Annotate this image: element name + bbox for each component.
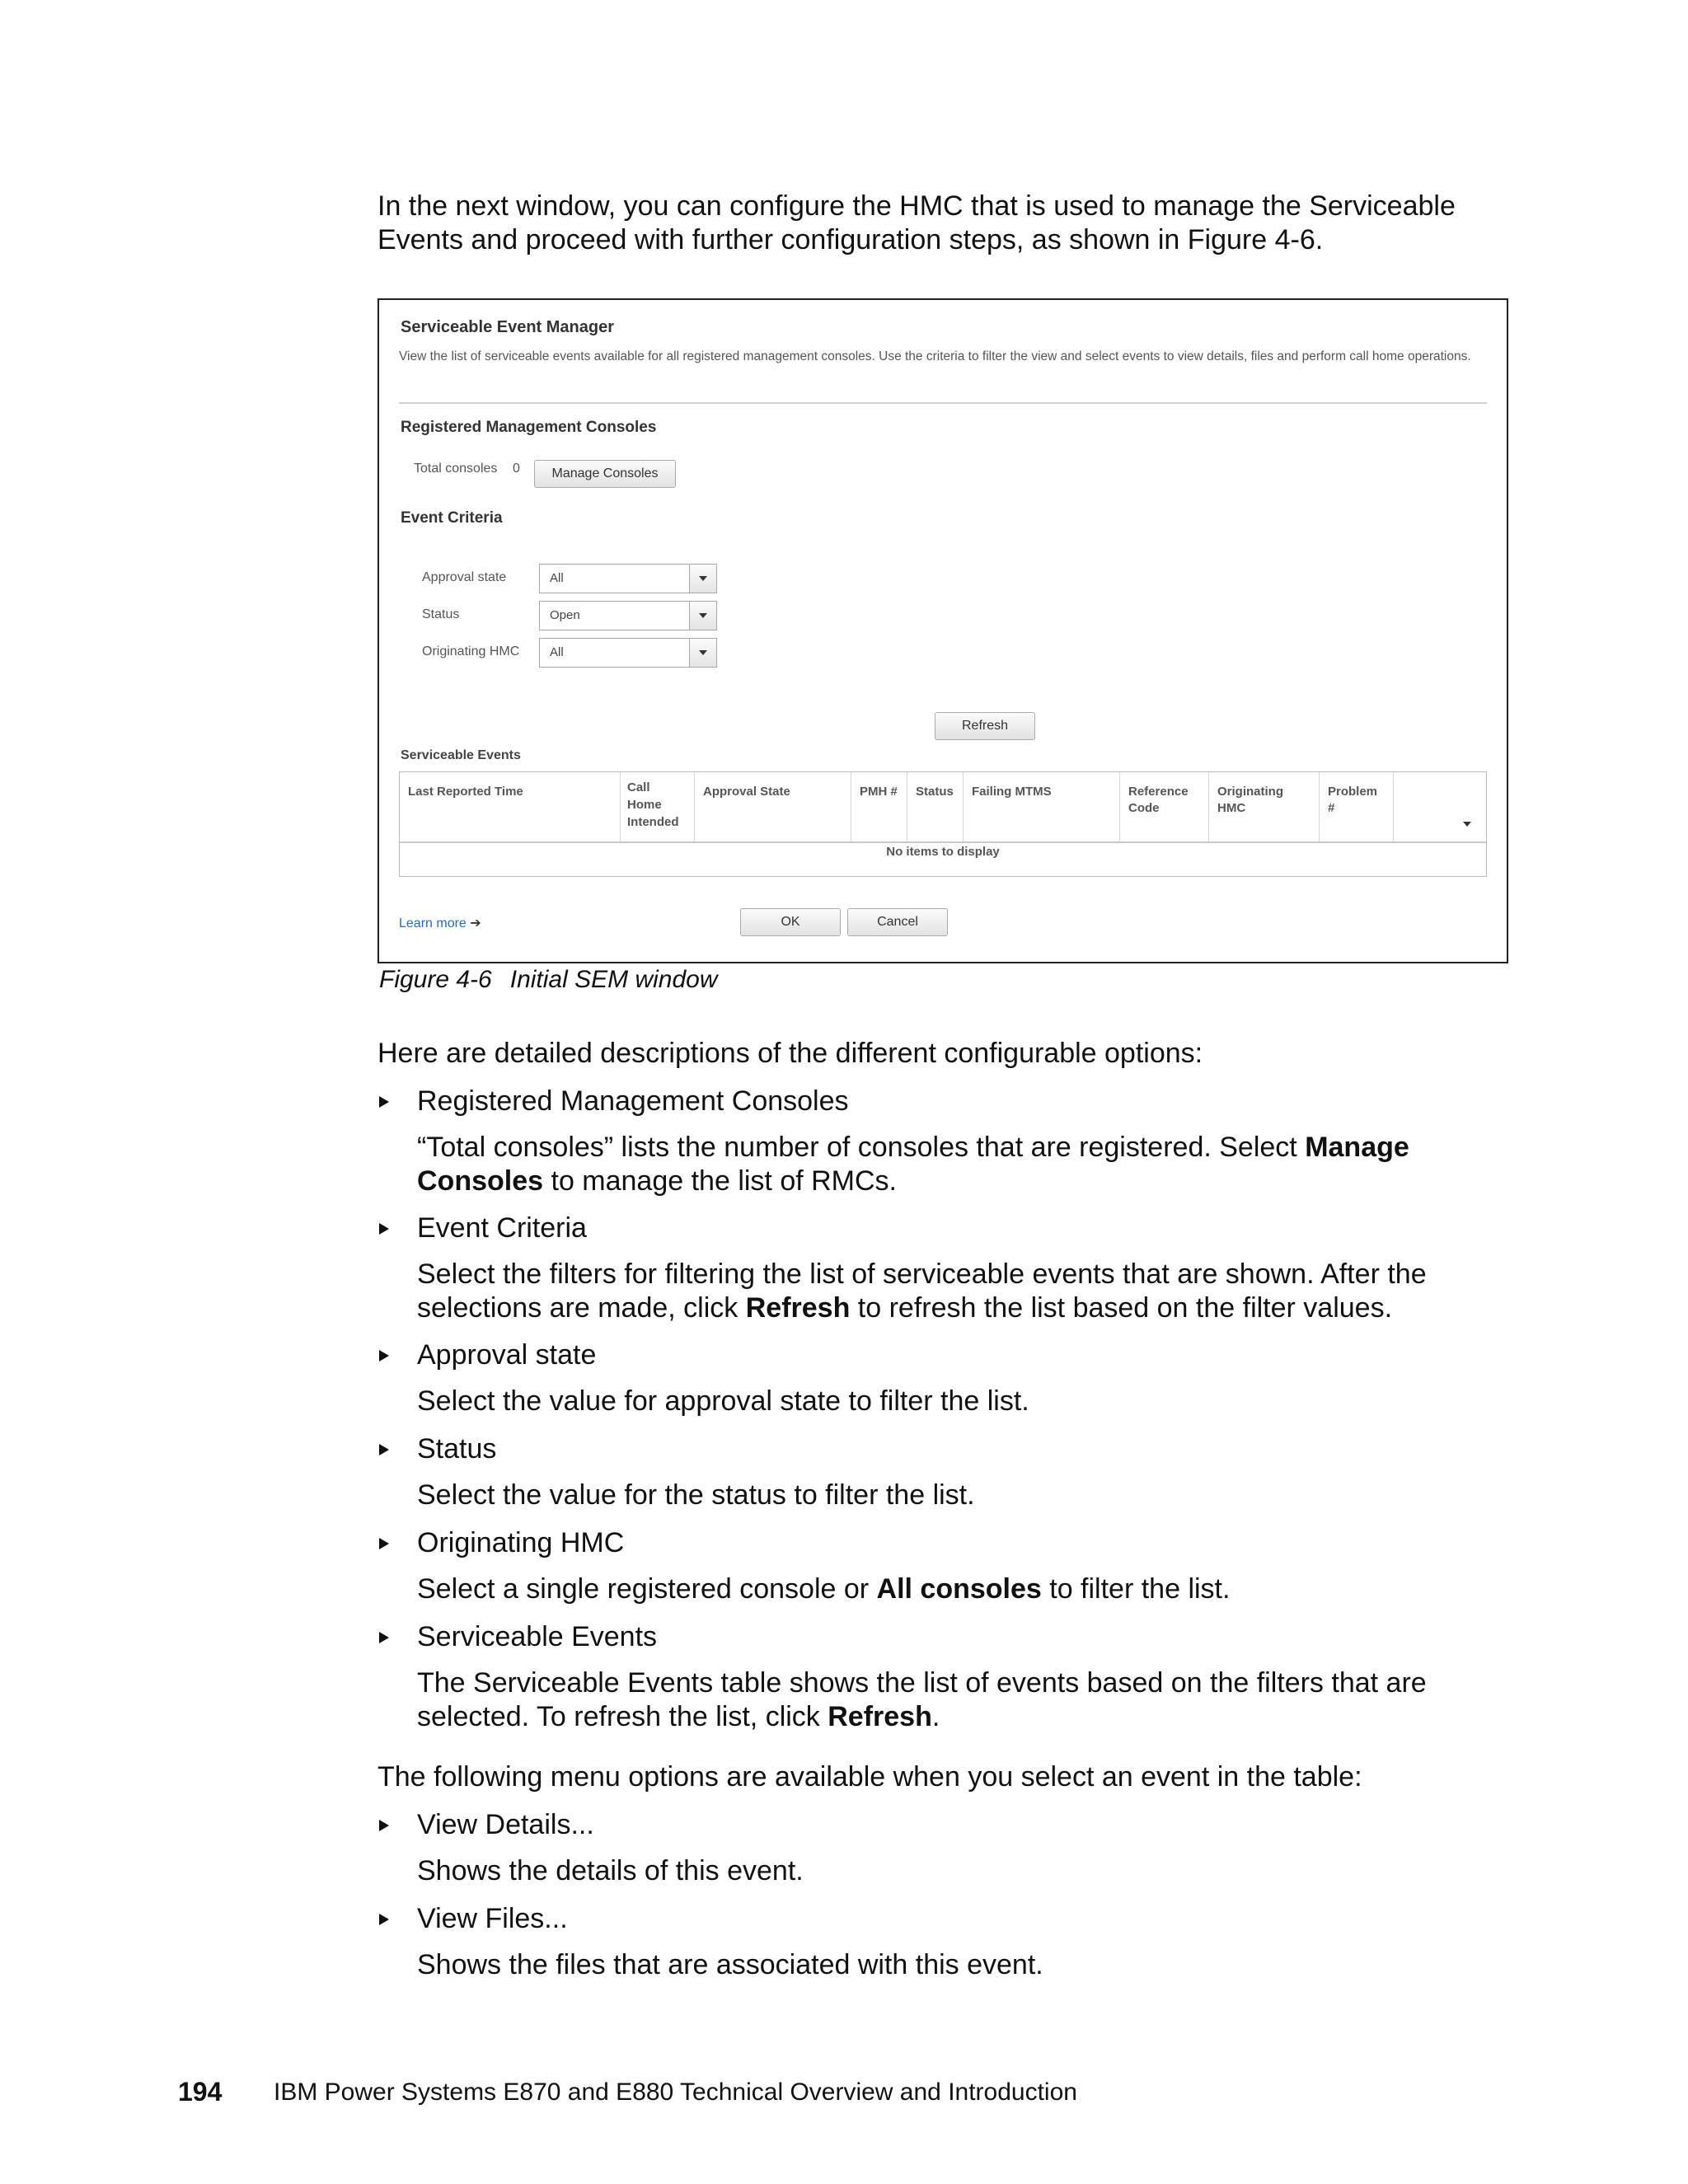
bullet-serviceable-events: Serviceable Events	[417, 1621, 658, 1652]
chevron-down-icon[interactable]	[689, 602, 716, 630]
bullet-approval-state-desc: Select the value for approval state to filter the list.	[417, 1385, 1029, 1417]
chevron-down-icon[interactable]	[689, 639, 716, 667]
bullet-status: Status	[417, 1433, 497, 1465]
table-header	[400, 772, 1486, 843]
bullet-registered-consoles: Registered Management Consoles	[417, 1085, 849, 1117]
event-criteria-heading: Event Criteria	[401, 509, 503, 527]
bullet-approval-state: Approval state	[417, 1339, 597, 1371]
menu-view-details: View Details...	[417, 1809, 594, 1840]
bullet-originating-hmc-desc: Select a single registered console or All consoles to filter the list.	[417, 1573, 1231, 1605]
bullet-icon	[379, 1914, 389, 1925]
divider	[399, 402, 1487, 404]
book-title: IBM Power Systems E870 and E880 Technical Overview and Introduction	[274, 2079, 1077, 2106]
options-intro: Here are detailed descriptions of the different configurable options:	[377, 1038, 1203, 1069]
bullet-status-desc: Select the value for the status to filter the list.	[417, 1479, 975, 1511]
manage-consoles-button[interactable]: Manage Consoles	[534, 460, 676, 488]
bullet-event-criteria-desc: Select the filters for filtering the list of serviceable events that are shown. After the selections are made, click Refresh to refresh the list based on the filter values.	[417, 1258, 1427, 1324]
status-value: Open	[550, 608, 580, 622]
menu-view-files: View Files...	[417, 1903, 568, 1934]
empty-table-message: No items to display	[886, 845, 1000, 859]
col-last-reported-time[interactable]: Last Reported Time	[400, 772, 621, 841]
status-select[interactable]	[539, 601, 717, 630]
col-reference-code[interactable]: Reference Code	[1120, 772, 1209, 841]
bullet-icon	[379, 1632, 389, 1643]
col-problem[interactable]: Problem #	[1320, 772, 1394, 841]
bullet-registered-consoles-desc: “Total consoles” lists the number of consoles that are registered. Select Manage Consoles to manage the list of RMCs.	[417, 1132, 1409, 1197]
approval-state-value: All	[550, 571, 564, 585]
serviceable-events-heading: Serviceable Events	[401, 748, 521, 762]
sem-window-figure	[377, 298, 1508, 963]
bullet-originating-hmc: Originating HMC	[417, 1527, 625, 1558]
arrow-right-icon: ➔	[470, 916, 481, 930]
col-failing-mtms[interactable]: Failing MTMS	[964, 772, 1120, 841]
bullet-icon	[379, 1223, 389, 1235]
refresh-button[interactable]: Refresh	[935, 712, 1035, 740]
col-call-home-intended[interactable]: Call Home Intended	[621, 772, 695, 841]
menu-view-files-desc: Shows the files that are associated with this event.	[417, 1949, 1043, 1980]
bullet-icon	[379, 1444, 389, 1455]
learn-more-link[interactable]: Learn more ➔	[399, 916, 481, 930]
sem-title: Serviceable Event Manager	[401, 318, 615, 336]
total-consoles-value: 0	[513, 462, 520, 476]
chevron-down-icon[interactable]	[689, 565, 716, 593]
bullet-icon	[379, 1538, 389, 1549]
menu-view-details-desc: Shows the details of this event.	[417, 1855, 804, 1886]
bullet-event-criteria: Event Criteria	[417, 1212, 587, 1244]
column-menu-icon[interactable]	[1463, 822, 1471, 827]
col-status[interactable]: Status	[907, 772, 964, 841]
originating-hmc-select[interactable]	[539, 638, 717, 668]
approval-state-label: Approval state	[422, 570, 507, 584]
col-pmh[interactable]: PMH #	[851, 772, 907, 841]
originating-hmc-value: All	[550, 645, 564, 659]
total-consoles-label: Total consoles	[414, 462, 498, 476]
bullet-icon	[379, 1820, 389, 1831]
col-originating-hmc[interactable]: Originating HMC	[1209, 772, 1320, 841]
menu-intro: The following menu options are available when you select an event in the table:	[377, 1761, 1362, 1793]
bullet-serviceable-events-desc: The Serviceable Events table shows the list of events based on the filters that are selected. To refresh the list, click Refresh.	[417, 1667, 1427, 1732]
bullet-icon	[379, 1096, 389, 1108]
page-number: 194	[178, 2077, 223, 2107]
bullet-icon	[379, 1350, 389, 1361]
originating-hmc-label: Originating HMC	[422, 644, 520, 658]
registered-consoles-heading: Registered Management Consoles	[401, 419, 657, 436]
serviceable-events-table	[399, 771, 1487, 877]
figure-caption: Figure 4-6 Initial SEM window	[379, 966, 718, 993]
ok-button[interactable]: OK	[740, 908, 841, 936]
approval-state-select[interactable]	[539, 564, 717, 593]
intro-paragraph: In the next window, you can configure the HMC that is used to manage the Serviceable Events and proceed with further configuration steps, as shown in Figure 4-6.	[377, 190, 1456, 255]
status-label: Status	[422, 607, 460, 621]
cancel-button[interactable]: Cancel	[847, 908, 948, 936]
col-approval-state[interactable]: Approval State	[695, 772, 851, 841]
sem-description: View the list of serviceable events available for all registered management consoles. Use the criteria to filter the view and select events to view details, files and perform call home operations.	[399, 349, 1471, 363]
